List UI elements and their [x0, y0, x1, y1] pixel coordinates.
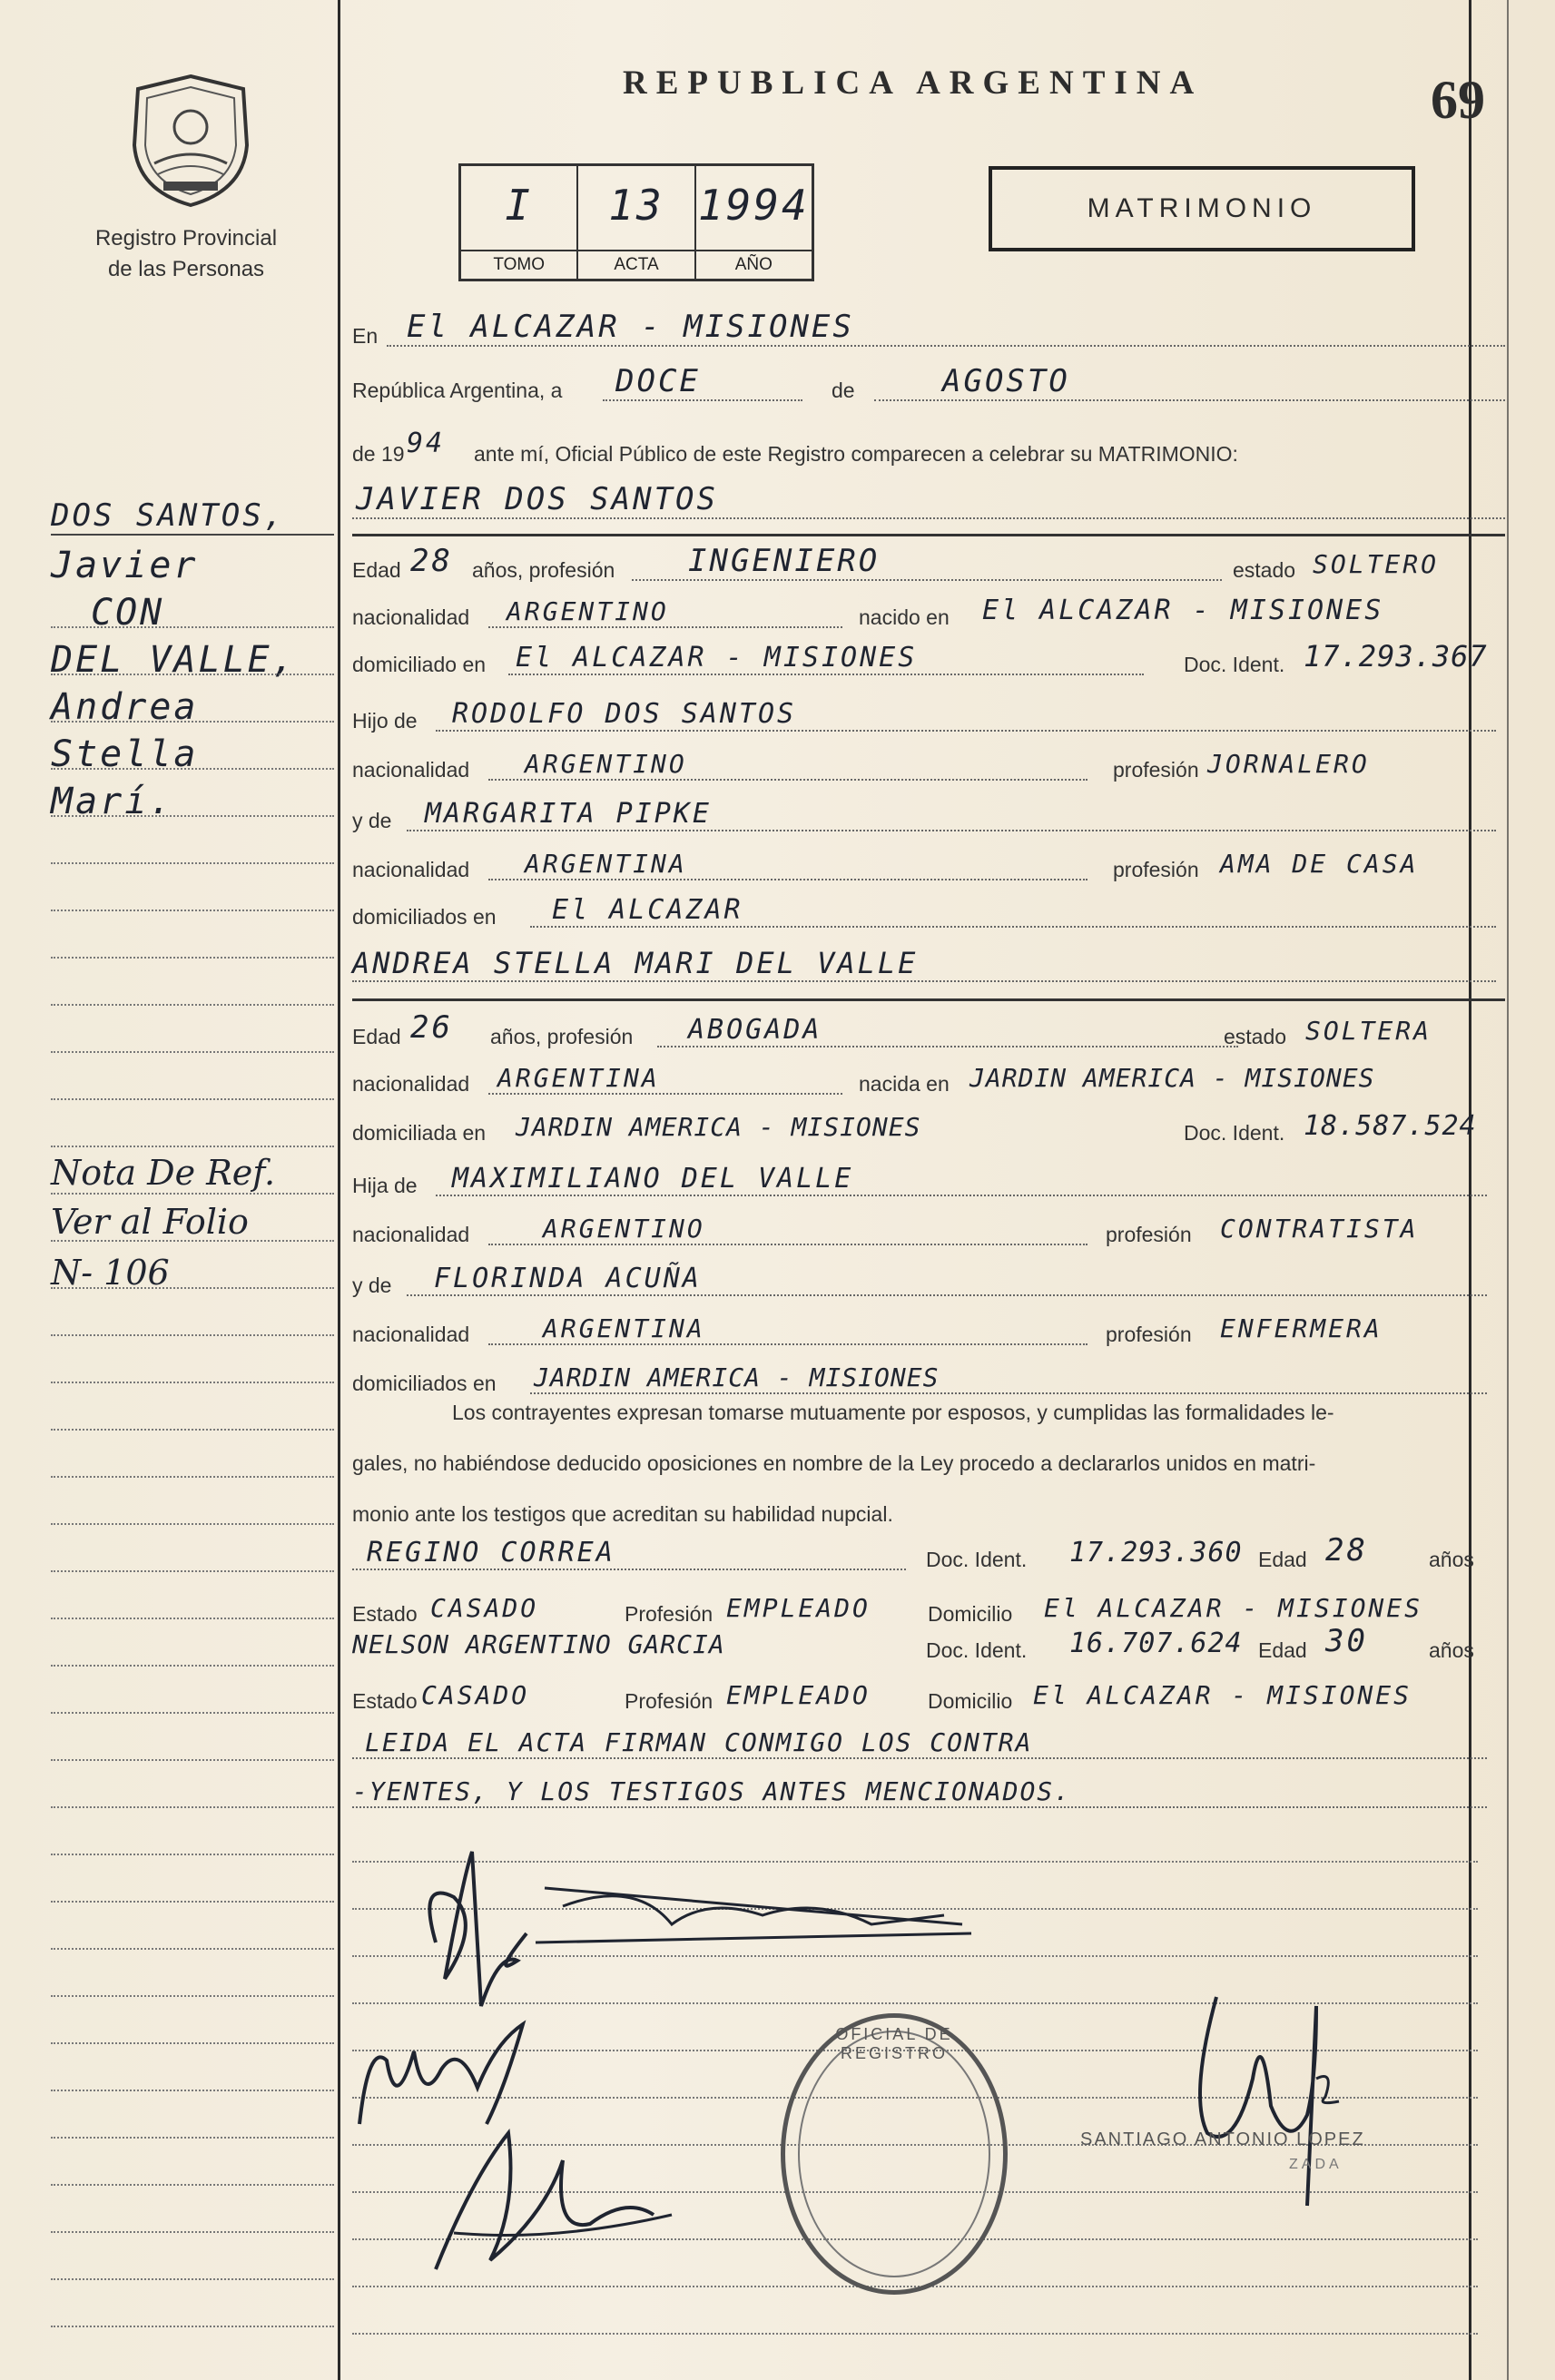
dotted-line: [488, 879, 1088, 880]
margin-name-line: Stella: [51, 733, 199, 775]
groom-nacionalidad-row: [352, 590, 1505, 635]
margin-dotted-line: [51, 1004, 334, 1006]
hijo-de-label: Hijo de: [352, 709, 418, 733]
estado-label: Estado: [352, 1689, 418, 1713]
registry-title: [54, 223, 318, 285]
margin-rule: [51, 534, 334, 536]
dotted-line: [436, 1195, 1487, 1196]
witness-2-estado: CASADO: [421, 1680, 530, 1710]
stamp-text: OFICIAL DE REGISTRO: [835, 2025, 953, 2062]
margin-dotted-line: [51, 1193, 334, 1195]
registry-number-box: [458, 163, 814, 281]
country-heading: REPUBLICA ARGENTINA: [623, 64, 1204, 102]
nacionalidad-label: nacionalidad: [352, 758, 470, 782]
groom-doc: 17.293.367: [1304, 639, 1488, 674]
bride-nacionalidad-row: [352, 1057, 1505, 1102]
margin-dotted-line: [51, 1759, 334, 1761]
groom-padre-profesion: JORNALERO: [1207, 749, 1370, 779]
nacionalidad-label: nacionalidad: [352, 1072, 470, 1096]
witness-1-name: REGINO CORREA: [367, 1537, 615, 1569]
groom-madre-nacionalidad: ARGENTINA: [525, 849, 687, 879]
bride-padre-profesion: CONTRATISTA: [1220, 1214, 1419, 1244]
stamp-inner-ring: [798, 2031, 990, 2277]
anios-profesion-label: años, profesión: [490, 1025, 634, 1048]
margin-dotted-line: [51, 1476, 334, 1478]
margin-note-line: Ver al Folio: [51, 1202, 249, 1242]
bride-madre-nac-row: [352, 1307, 1505, 1352]
witness-2-details-row: [352, 1674, 1505, 1719]
witness-1-edad: 28: [1325, 1532, 1368, 1569]
groom-madre: MARGARITA PIPKE: [425, 798, 712, 830]
margin-dotted-line: [51, 815, 334, 817]
dotted-line: [387, 345, 1505, 347]
witness-1-row: [352, 1532, 1505, 1578]
witness-2-edad: 30: [1325, 1623, 1368, 1659]
anio-cell: [696, 166, 812, 279]
groom-estado: SOLTERO: [1313, 549, 1440, 579]
domicilio-label: Domicilio: [928, 1689, 1013, 1713]
profesion-label: profesión: [1113, 858, 1199, 881]
margin-note-line: N- 106: [51, 1253, 170, 1293]
margin-name-line: Andrea: [51, 686, 199, 728]
witness-1-doc: 17.293.360: [1069, 1537, 1243, 1569]
margin-dotted-line: [51, 2137, 334, 2139]
anios-label: años: [1429, 1548, 1474, 1571]
bride-padre-nacionalidad: ARGENTINO: [543, 1214, 705, 1244]
domiciliada-label: domiciliada en: [352, 1121, 487, 1145]
acta-value: 13: [608, 181, 664, 230]
groom-madre-nac-row: [352, 842, 1505, 888]
margin-dotted-line: [51, 2231, 334, 2233]
edad-label: Edad: [1258, 1548, 1307, 1571]
dotted-line: [352, 1806, 1487, 1808]
declaration-line: gales, no habiéndose deducido oposiciones en nombre de la Ley procedo a declararlos unidos en matri-: [352, 1451, 1316, 1475]
margin-dotted-line: [51, 1146, 334, 1147]
profesion-label: Profesión: [625, 1602, 714, 1626]
registry-title-line-1: Registro Provincial: [94, 226, 278, 251]
margin-dotted-line: [51, 862, 334, 864]
year-value: 94: [407, 428, 446, 459]
witness-2-profesion: EMPLEADO: [726, 1680, 871, 1710]
day-value: DOCE: [615, 363, 701, 399]
estado-label: Estado: [352, 1602, 418, 1626]
dotted-line: [657, 1046, 1238, 1047]
record-type-box: MATRIMONIO: [989, 166, 1415, 251]
signature-witness: [418, 2097, 690, 2278]
margin-dotted-line: [51, 1618, 334, 1619]
margin-dotted-line: [51, 1665, 334, 1667]
dotted-line: [488, 779, 1088, 781]
margin-dotted-line: [51, 2326, 334, 2327]
blank-dotted-line: [352, 2333, 1478, 2335]
republica-label: República Argentina, a: [352, 379, 563, 402]
y-de-label: y de: [352, 809, 392, 832]
domiciliados-label: domiciliados en: [352, 1372, 497, 1395]
bride-padres-domicilio: JARDIN AMERICA - MISIONES: [534, 1362, 940, 1392]
margin-dotted-line: [51, 1098, 334, 1100]
intro-text: ante mí, Oficial Público de este Registro comparecen a celebrar su MATRIMONIO:: [474, 442, 1238, 466]
signature-groom: [399, 1824, 980, 2033]
bride-profesion: ABOGADA: [688, 1014, 822, 1046]
provincial-seal-icon: [127, 73, 254, 209]
right-edge-line: [1507, 0, 1509, 2380]
groom-name-row: [352, 481, 1505, 526]
tomo-value: I: [505, 181, 534, 230]
dotted-line: [874, 399, 1505, 401]
anio-label: AÑO: [696, 250, 812, 279]
doc-label: Doc. Ident.: [1184, 1121, 1285, 1145]
dotted-line: [352, 517, 1505, 519]
bride-madre: FLORINDA ACUÑA: [434, 1263, 702, 1294]
closing-row: [352, 1770, 1505, 1815]
domicilio-label: domiciliado en: [352, 653, 487, 676]
profesion-label: profesión: [1113, 758, 1199, 782]
margin-dotted-line: [51, 1429, 334, 1431]
page-number: 69: [1431, 70, 1485, 130]
groom-padre: RODOLFO DOS SANTOS: [452, 698, 797, 730]
nacido-label: nacido en: [859, 605, 950, 629]
margin-dotted-line: [51, 1806, 334, 1808]
tomo-cell: [461, 166, 578, 279]
official-name: SANTIAGO ANTONIO LOPEZ: [1080, 2129, 1365, 2149]
registry-title-line-2: de las Personas: [107, 257, 265, 281]
witness-1-domicilio: El ALCAZAR - MISIONES: [1044, 1593, 1423, 1623]
margin-note-line: Nota De Ref.: [51, 1153, 276, 1193]
groom-padre-nacionalidad: ARGENTINO: [525, 749, 687, 779]
margin-dotted-line: [51, 1948, 334, 1950]
month-value: AGOSTO: [942, 363, 1070, 399]
nacida-label: nacida en: [859, 1072, 950, 1096]
edad-label: Edad: [1258, 1638, 1307, 1662]
witness-2-row: [352, 1623, 1505, 1668]
declaration-line: Los contrayentes expresan tomarse mutuamente por esposos, y cumplidas las formalidades le-: [452, 1401, 1334, 1424]
closing-row: [352, 1721, 1505, 1766]
groom-madre-row: [352, 793, 1505, 839]
official-subtitle: ZADA: [1289, 2157, 1343, 2172]
margin-dotted-line: [51, 768, 334, 770]
groom-nacionalidad: ARGENTINO: [507, 596, 669, 626]
bride-estado: SOLTERA: [1305, 1016, 1432, 1046]
doc-label: Doc. Ident.: [1184, 653, 1285, 676]
hija-de-label: Hija de: [352, 1174, 418, 1197]
en-label: En: [352, 324, 379, 348]
groom-nacido: El ALCAZAR - MISIONES: [982, 595, 1384, 626]
domiciliados-label: domiciliados en: [352, 905, 497, 929]
margin-name-line: CON: [91, 592, 165, 634]
groom-padre-nac-row: [352, 743, 1505, 788]
profesion-label: profesión: [1106, 1323, 1192, 1346]
declaration-paragraph: [352, 1387, 1487, 1539]
margin-name-line: DOS SANTOS,: [51, 497, 286, 534]
margin-dotted-line: [51, 1523, 334, 1525]
witness-1-estado: CASADO: [430, 1593, 539, 1623]
profesion-label: Profesión: [625, 1689, 714, 1713]
margin-dotted-line: [51, 2042, 334, 2044]
official-stamp: [781, 2013, 1008, 2295]
doc-label: Doc. Ident.: [926, 1548, 1028, 1571]
groom-edad-row: [352, 543, 1505, 588]
dotted-line: [488, 1093, 842, 1095]
bride-nacida: JARDIN AMERICA - MISIONES: [969, 1063, 1375, 1093]
groom-profesion: INGENIERO: [688, 543, 881, 579]
dotted-line: [407, 1294, 1487, 1296]
margin-dotted-line: [51, 1051, 334, 1053]
witness-1-profesion: EMPLEADO: [726, 1593, 871, 1623]
margin-dotted-line: [51, 721, 334, 723]
acta-label: ACTA: [578, 250, 694, 279]
nacionalidad-label: nacionalidad: [352, 1323, 470, 1346]
margin-dotted-line: [51, 1712, 334, 1714]
groom-padres-domicilio-row: [352, 890, 1505, 935]
bride-edad: 26: [410, 1009, 453, 1046]
bride-padre-nac-row: [352, 1207, 1505, 1253]
dotted-line: [352, 980, 1496, 982]
margin-dotted-line: [51, 910, 334, 911]
profesion-label: profesión: [1106, 1223, 1192, 1246]
dotted-line: [407, 830, 1496, 831]
bride-domicilio: JARDIN AMERICA - MISIONES: [516, 1112, 921, 1142]
dotted-line: [436, 730, 1496, 732]
bride-madre-nacionalidad: ARGENTINA: [543, 1313, 705, 1343]
dotted-line: [488, 1244, 1088, 1245]
bride-edad-row: [352, 1009, 1505, 1055]
edad-label: Edad: [352, 558, 401, 582]
y-de-label: y de: [352, 1274, 392, 1297]
acta-cell: [578, 166, 695, 279]
margin-dotted-line: [51, 2278, 334, 2280]
date-row: [352, 363, 1505, 408]
section-rule: [352, 998, 1505, 1001]
margin-dotted-line: [51, 2090, 334, 2091]
left-frame-line: [338, 0, 340, 2380]
margin-dotted-line: [51, 1240, 334, 1242]
nacionalidad-label: nacionalidad: [352, 1223, 470, 1246]
declaration-line: monio ante los testigos que acreditan su habilidad nupcial.: [352, 1502, 893, 1526]
bride-domicilio-row: [352, 1106, 1505, 1151]
margin-name-line: DEL VALLE,: [51, 639, 297, 681]
dotted-line: [488, 1343, 1088, 1345]
doc-label: Doc. Ident.: [926, 1638, 1028, 1662]
edad-label: Edad: [352, 1025, 401, 1048]
witness-2-doc: 16.707.624: [1069, 1628, 1243, 1659]
signature-official: [1180, 1970, 1343, 2224]
bride-madre-profesion: ENFERMERA: [1220, 1313, 1383, 1343]
section-rule: [352, 534, 1505, 536]
place-row: [352, 309, 1505, 354]
year-row: [352, 427, 1505, 472]
bride-name-row: [352, 944, 1505, 989]
groom-padres-domicilio: El ALCAZAR: [552, 894, 743, 926]
groom-name: JAVIER DOS SANTOS: [356, 481, 718, 517]
margin-name-line: Javier: [51, 545, 199, 586]
margin-dotted-line: [51, 1901, 334, 1903]
groom-domicilio: El ALCAZAR - MISIONES: [516, 642, 918, 674]
year-prefix: de 19: [352, 442, 405, 466]
bride-madre-row: [352, 1258, 1505, 1303]
margin-dotted-line: [51, 1854, 334, 1855]
dotted-line: [603, 399, 802, 401]
place-value: El ALCAZAR - MISIONES: [407, 309, 854, 345]
dotted-line: [352, 1569, 906, 1570]
dotted-line: [352, 1757, 1487, 1759]
anios-label: años: [1429, 1638, 1474, 1662]
nacionalidad-label: nacionalidad: [352, 605, 470, 629]
margin-dotted-line: [51, 2184, 334, 2186]
dotted-line: [530, 926, 1496, 928]
anio-value: 1994: [697, 181, 810, 230]
groom-domicilio-row: [352, 637, 1505, 683]
domicilio-label: Domicilio: [928, 1602, 1013, 1626]
groom-edad: 28: [410, 543, 453, 579]
anios-profesion-label: años, profesión: [472, 558, 615, 582]
margin-dotted-line: [51, 1382, 334, 1383]
margin-dotted-line: [51, 1995, 334, 1997]
nacionalidad-label: nacionalidad: [352, 858, 470, 881]
closing-line: -YENTES, Y LOS TESTIGOS ANTES MENCIONADOS.: [352, 1776, 1072, 1806]
witness-2-domicilio: El ALCAZAR - MISIONES: [1033, 1680, 1412, 1710]
tomo-label: TOMO: [461, 250, 576, 279]
margin-dotted-line: [51, 957, 334, 959]
dotted-line: [488, 626, 842, 628]
margin-name-line: Marí.: [51, 781, 174, 822]
groom-madre-profesion: AMA DE CASA: [1220, 849, 1419, 879]
margin-dotted-line: [51, 626, 334, 628]
bride-padre-row: [352, 1158, 1505, 1204]
margin-dotted-line: [51, 1570, 334, 1572]
margin-dotted-line: [51, 1287, 334, 1289]
bride-name: ANDREA STELLA MARI DEL VALLE: [352, 946, 919, 980]
bride-doc: 18.587.524: [1304, 1110, 1477, 1142]
margin-dotted-line: [51, 1334, 334, 1336]
bride-padre: MAXIMILIANO DEL VALLE: [452, 1163, 854, 1195]
closing-line: LEIDA EL ACTA FIRMAN CONMIGO LOS CONTRA: [365, 1727, 1033, 1757]
groom-padre-row: [352, 693, 1505, 739]
estado-label: estado: [1233, 558, 1296, 582]
dotted-line: [508, 674, 1144, 675]
estado-label: estado: [1224, 1025, 1287, 1048]
margin-dotted-line: [51, 674, 334, 675]
bride-nacionalidad: ARGENTINA: [497, 1063, 660, 1093]
dotted-line: [632, 579, 1222, 581]
witness-2-name: NELSON ARGENTINO GARCIA: [352, 1629, 725, 1659]
de-label: de: [832, 379, 855, 402]
